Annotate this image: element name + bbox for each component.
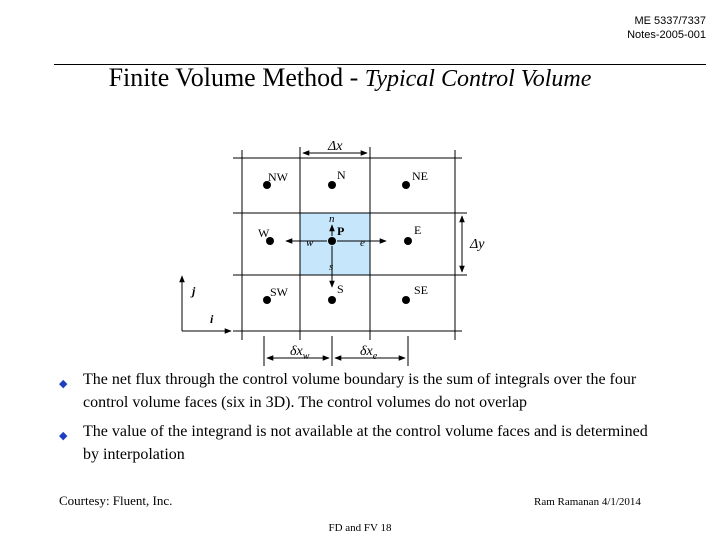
bullet-list: [56, 368, 666, 472]
face-label-e: e: [360, 237, 365, 249]
diamond-bullet-icon: ◆: [59, 430, 68, 442]
diamond-bullet-icon: ◆: [59, 378, 68, 390]
dim-dxw-label: [290, 344, 310, 362]
label-n: N: [337, 168, 346, 182]
label-sw: SW: [270, 285, 288, 299]
author-date: Ram Ramanan 4/1/2014: [534, 496, 641, 508]
dim-dxe-label: [360, 344, 378, 362]
ij-axes: [182, 276, 231, 331]
face-label-n: n: [329, 213, 335, 225]
node-se: [402, 296, 410, 304]
courtesy-note: Courtesy: Fluent, Inc.: [59, 493, 173, 508]
node-p: [328, 237, 336, 245]
label-se: SE: [414, 283, 429, 297]
label-s: S: [337, 282, 344, 296]
label-ne: NE: [412, 169, 428, 183]
dim-dxw-dxe: [264, 336, 408, 366]
bullet-item: [56, 368, 666, 414]
dim-dy-label: Δy: [470, 237, 485, 252]
dxw-sub: w: [302, 351, 310, 362]
dxw-main: δx: [290, 344, 303, 359]
bullet-text: The net flux through the control volume boundary is the sum of integrals over the four control volume faces (six in 3D). The control volumes do not overlap: [83, 371, 637, 411]
node-e: [404, 237, 412, 245]
face-label-w: w: [306, 237, 314, 249]
bullet-item: [56, 420, 666, 466]
page-number: FD and FV 18: [328, 522, 392, 534]
label-p: P: [337, 224, 345, 238]
course-code: ME 5337/7337: [634, 15, 706, 27]
label-nw: NW: [268, 170, 288, 184]
dxe-sub: e: [372, 351, 378, 362]
bullet-text: The value of the integrand is not available at the control volume faces and is determined by interpolation: [83, 423, 648, 463]
title-italic: Typical Control Volume: [364, 66, 592, 92]
title-main: Finite Volume Method -: [108, 63, 365, 92]
node-ne: [402, 181, 410, 189]
notes-id: Notes-2005-001: [627, 29, 706, 41]
face-label-s: s: [329, 261, 334, 273]
dim-dx-label: Δx: [328, 139, 343, 154]
node-n: [328, 181, 336, 189]
axis-j-label: j: [192, 284, 196, 298]
dxe-main: δx: [360, 344, 373, 359]
label-w: W: [258, 226, 270, 240]
label-e: E: [414, 223, 422, 237]
axis-i-label: i: [210, 312, 214, 326]
node-s: [328, 296, 336, 304]
